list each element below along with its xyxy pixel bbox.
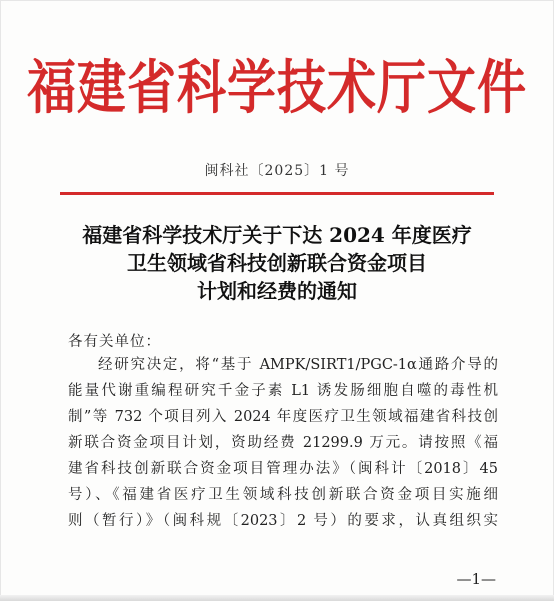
salutation: 各有关单位： xyxy=(68,334,161,350)
red-divider-rule xyxy=(60,192,494,195)
page-bottom-edge xyxy=(0,595,554,601)
notice-title xyxy=(0,221,554,305)
body-line: 制”等 732 个项目列入 2024 年度医疗卫生领域福建省科技创 xyxy=(68,409,498,425)
document-header-title: 福建省科学技术厅文件 xyxy=(26,53,527,122)
body-paragraph xyxy=(68,352,498,534)
document-number: 闽科社〔2025〕1 号 xyxy=(204,163,350,179)
body-line: 则（暂行）》（闽科规〔2023〕2 号）的要求，认真组织实 xyxy=(68,513,498,529)
page-number: —1— xyxy=(456,570,496,588)
body-line: 能量代谢重编程研究千金子素 L1 诱发肠细胞自噬的毒性机 xyxy=(68,383,498,399)
notice-title-line: 计划和经费的通知 xyxy=(197,279,357,303)
notice-title-line: 福建省科学技术厅关于下达 2024 年度医疗 xyxy=(82,223,472,247)
body-line: 经研究决定，将“基于 AMPK/SIRT1/PGC-1α通路介导的 xyxy=(98,357,498,373)
body-line: 号）、《福建省医疗卫生领域科技创新联合资金项目实施细 xyxy=(68,487,498,503)
body-line: 建省科技创新联合资金项目管理办法》（闽科计〔2018〕45 xyxy=(68,461,498,477)
body-line: 新联合资金项目计划，资助经费 21299.9 万元。请按照《福 xyxy=(68,435,498,451)
notice-title-line: 卫生领域省科技创新联合资金项目 xyxy=(127,251,427,275)
